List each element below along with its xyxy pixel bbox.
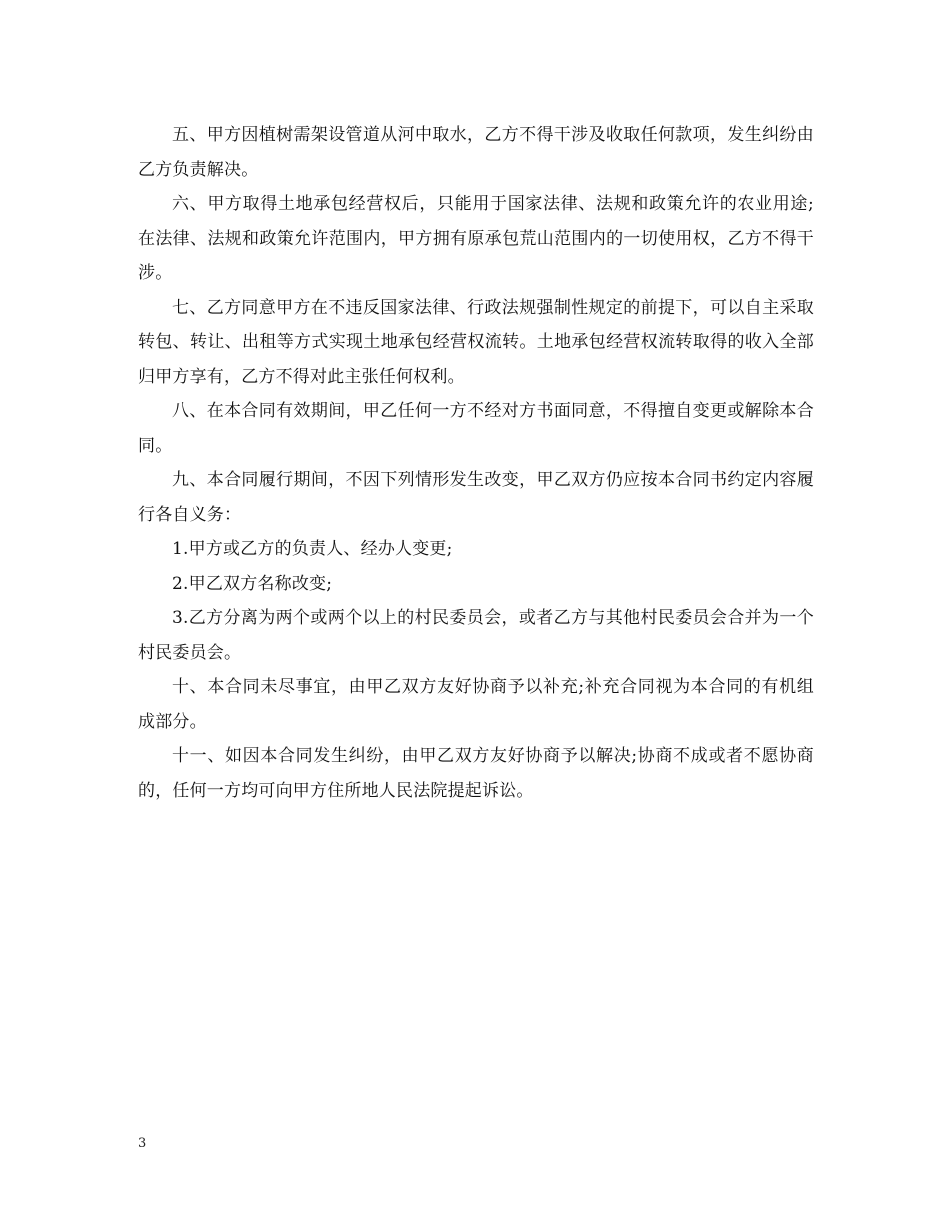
- clause-6: 六、甲方取得土地承包经营权后，只能用于国家法律、法规和政策允许的农业用途;在法律、法规和政策允许范围内，甲方拥有原承包荒山范围内的一切使用权，乙方不得干涉。: [138, 194, 814, 283]
- clause-9-item-1: 1.甲方或乙方的负责人、经办人变更;: [172, 539, 453, 559]
- clause-9-item-2: 2.甲乙双方名称改变;: [172, 573, 333, 594]
- clause-8: 八、在本合同有效期间，甲乙任何一方不经对方书面同意，不得擅自变更或解除本合同。: [138, 401, 814, 456]
- document-body: [138, 118, 814, 808]
- clause-10: 十、本合同未尽事宜，由甲乙双方友好协商予以补充;补充合同视为本合同的有机组成部分。: [138, 677, 814, 732]
- page-number: 3: [138, 1136, 147, 1151]
- clause-5: 五、甲方因植树需架设管道从河中取水，乙方不得干涉及收取任何款项，发生纠纷由乙方负责解决。: [138, 125, 814, 180]
- clause-11: 十一、如因本合同发生纠纷，由甲乙双方友好协商予以解决;协商不成或者不愿协商的，任何一方均可向甲方住所地人民法院提起诉讼。: [138, 746, 814, 801]
- clause-7: 七、乙方同意甲方在不违反国家法律、行政法规强制性规定的前提下，可以自主采取转包、转让、出租等方式实现土地承包经营权流转。土地承包经营权流转取得的收入全部归甲方享有，乙方不得对此主张任何权利。: [138, 297, 814, 387]
- clause-9: 九、本合同履行期间，不因下列情形发生改变，甲乙双方仍应按本合同书约定内容履行各自义务：: [138, 470, 814, 525]
- clause-9-item-3: 3.乙方分离为两个或两个以上的村民委员会，或者乙方与其他村民委员会合并为一个村民委员会。: [138, 608, 814, 663]
